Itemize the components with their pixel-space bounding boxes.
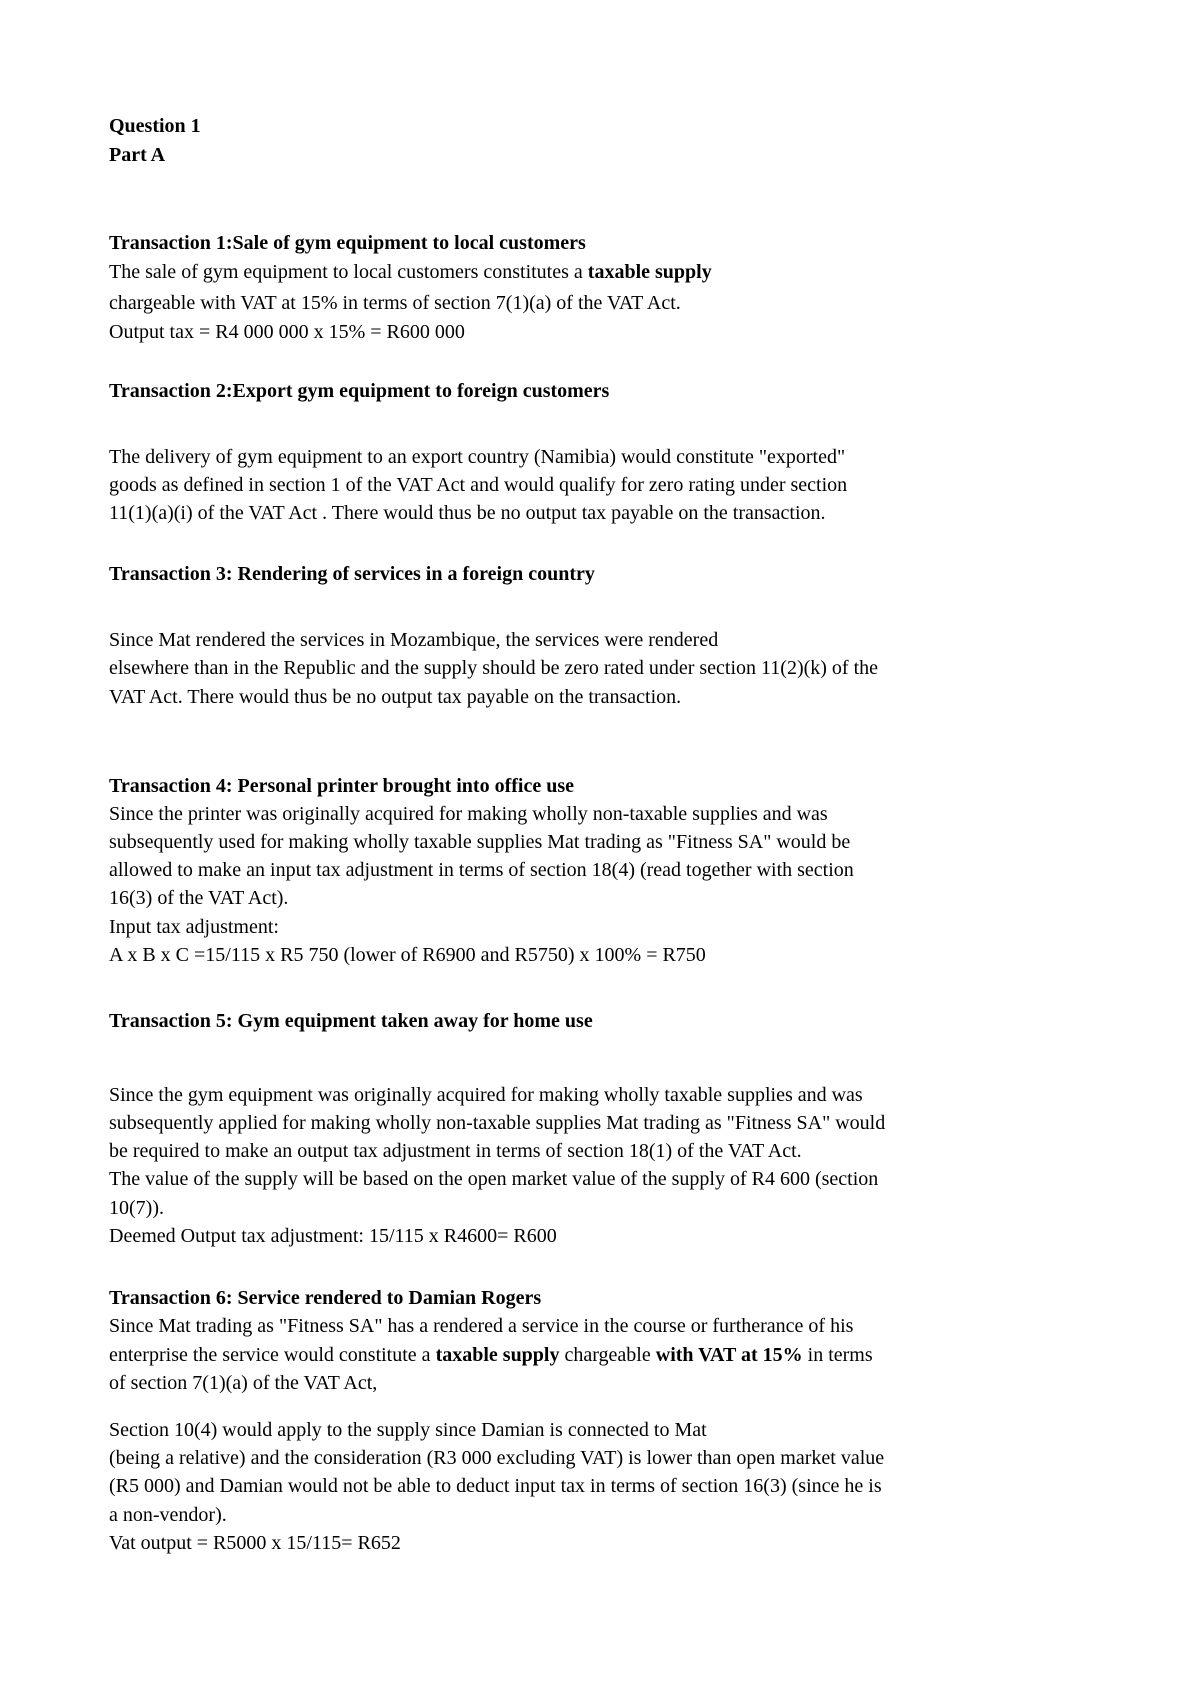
transaction-1-line: Output tax = R4 000 000 x 15% = R600 000 — [109, 321, 465, 343]
transaction-4-line: Input tax adjustment: — [109, 916, 279, 938]
transaction-6-heading: Transaction 6: Service rendered to Damian Rogers — [109, 1287, 542, 1309]
transaction-6-line: enterprise the service would constitute a taxable supply chargeable with VAT at 15% in terms — [109, 1344, 873, 1366]
transaction-4-heading: Transaction 4: Personal printer brought into office use — [109, 775, 574, 797]
transaction-3-line: VAT Act. There would thus be no output tax payable on the transaction. — [109, 686, 682, 708]
transaction-6-line: (being a relative) and the consideration (R3 000 excluding VAT) is lower than open market value — [109, 1447, 885, 1469]
transaction-2-line: 11(1)(a)(i) of the VAT Act . There would thus be no output tax payable on the transaction. — [109, 502, 826, 524]
transaction-2-line: The delivery of gym equipment to an export country (Namibia) would constitute "exported" — [109, 446, 846, 468]
question-title: Question 1 — [109, 115, 201, 137]
part-title: Part A — [109, 144, 166, 166]
transaction-1-line: The sale of gym equipment to local customers constitutes a taxable supply — [109, 261, 712, 283]
transaction-5-line: be required to make an output tax adjustment in terms of section 18(1) of the VAT Act. — [109, 1140, 802, 1162]
transaction-1-heading: Transaction 1:Sale of gym equipment to local customers — [109, 232, 586, 254]
transaction-3-heading: Transaction 3: Rendering of services in a foreign country — [109, 563, 595, 585]
transaction-6-line: a non-vendor). — [109, 1504, 227, 1526]
transaction-4-line: subsequently used for making wholly taxable supplies Mat trading as "Fitness SA" would be — [109, 831, 851, 853]
transaction-4-line: Since the printer was originally acquired for making wholly non-taxable supplies and was — [109, 803, 828, 825]
transaction-6-line: Vat output = R5000 x 15/115= R652 — [109, 1532, 401, 1554]
transaction-5-heading: Transaction 5: Gym equipment taken away for home use — [109, 1010, 593, 1032]
transaction-4-line: 16(3) of the VAT Act). — [109, 887, 289, 909]
transaction-6-line: (R5 000) and Damian would not be able to deduct input tax in terms of section 16(3) (since he is — [109, 1475, 882, 1497]
transaction-5-line: subsequently applied for making wholly non-taxable supplies Mat trading as "Fitness SA" would — [109, 1112, 886, 1134]
transaction-1-line: chargeable with VAT at 15% in terms of section 7(1)(a) of the VAT Act. — [109, 292, 681, 314]
transaction-3-line: elsewhere than in the Republic and the supply should be zero rated under section 11(2)(k) of the — [109, 657, 879, 679]
transaction-5-line: The value of the supply will be based on the open market value of the supply of R4 600 (section — [109, 1168, 879, 1190]
transaction-6-line: Since Mat trading as "Fitness SA" has a rendered a service in the course or furtherance of his — [109, 1315, 854, 1337]
transaction-6-line: of section 7(1)(a) of the VAT Act, — [109, 1372, 378, 1394]
transaction-6-line: Section 10(4) would apply to the supply since Damian is connected to Mat — [109, 1419, 707, 1441]
transaction-5-line: Deemed Output tax adjustment: 15/115 x R4600= R600 — [109, 1225, 557, 1247]
transaction-3-line: Since Mat rendered the services in Mozambique, the services were rendered — [109, 629, 719, 651]
transaction-2-heading: Transaction 2:Export gym equipment to foreign customers — [109, 380, 610, 402]
transaction-4-line: allowed to make an input tax adjustment in terms of section 18(4) (read together with section — [109, 859, 854, 881]
transaction-5-line: 10(7)). — [109, 1197, 164, 1219]
transaction-5-line: Since the gym equipment was originally acquired for making wholly taxable supplies and was — [109, 1084, 863, 1106]
transaction-4-line: A x B x C =15/115 x R5 750 (lower of R6900 and R5750) x 100% = R750 — [109, 944, 706, 966]
transaction-2-line: goods as defined in section 1 of the VAT Act and would qualify for zero rating under section — [109, 474, 848, 496]
